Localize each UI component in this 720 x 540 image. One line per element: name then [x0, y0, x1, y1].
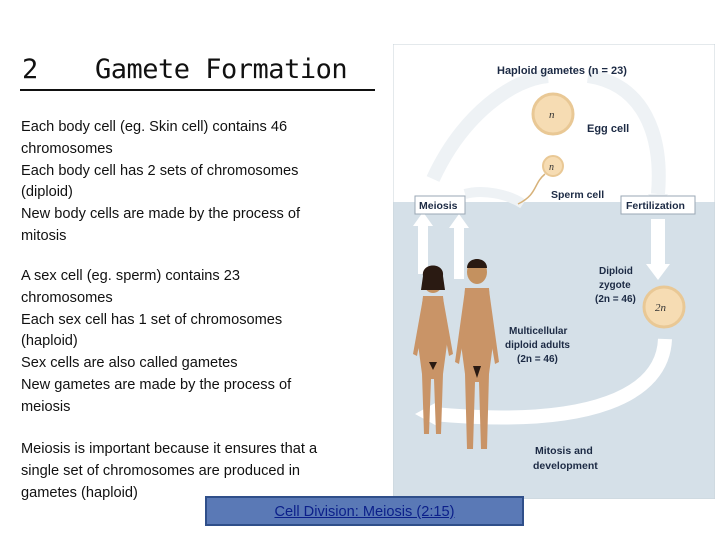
zygote-line-2: zygote: [599, 280, 631, 291]
text-line: Meiosis is important because it ensures that a: [21, 441, 318, 457]
mitosis-line-2: development: [533, 460, 598, 472]
text-line: Each sex cell has 1 set of chromosomes: [21, 311, 283, 328]
sperm-cell-label: Sperm cell: [551, 189, 605, 201]
slide-title-text: Gamete Formation: [95, 54, 348, 85]
text-line: Sex cells are also called gametes: [21, 355, 238, 372]
title-underline: [20, 89, 375, 91]
text-line: New gametes are made by the process of: [21, 376, 292, 393]
paragraph-body-cells: [21, 117, 391, 248]
text-line: A sex cell (eg. sperm) contains 23: [21, 268, 241, 284]
meiosis-label: Meiosis: [419, 200, 458, 212]
text-line: New body cells are made by the process of: [21, 206, 301, 223]
zygote-symbol: 2n: [655, 302, 666, 314]
text-line: (diploid): [21, 184, 73, 201]
fertilization-label: Fertilization: [626, 200, 685, 212]
slide-title: [20, 54, 375, 94]
slide-number: 2: [22, 54, 39, 85]
text-line: mitosis: [21, 227, 67, 244]
egg-cell-label: Egg cell: [587, 123, 630, 135]
text-line: Each body cell (eg. Skin cell) contains 46: [21, 119, 288, 135]
paragraph-sex-cells: [21, 266, 391, 419]
text-line: (haploid): [21, 333, 78, 350]
adults-line-2: diploid adults: [505, 340, 570, 351]
sperm-cell-symbol: n: [549, 162, 554, 173]
video-link[interactable]: Cell Division: Meiosis (2:15): [274, 504, 455, 520]
life-cycle-diagram: [393, 44, 715, 499]
video-link-box[interactable]: [205, 496, 524, 526]
zygote-line-3: (2n = 46): [595, 294, 636, 305]
text-line: gametes (haploid): [21, 484, 138, 501]
text-line: chromosomes: [21, 289, 113, 306]
paragraph-meiosis: [21, 439, 391, 504]
egg-cell-symbol: n: [549, 109, 555, 121]
adults-line-1: Multicellular: [509, 326, 568, 337]
mitosis-line-1: Mitosis and: [535, 445, 593, 457]
text-line: single set of chromosomes are produced in: [21, 462, 301, 479]
text-line: meiosis: [21, 398, 71, 415]
haploid-title: Haploid gametes (n = 23): [497, 65, 627, 77]
text-line: Each body cell has 2 sets of chromosomes: [21, 162, 299, 179]
text-line: chromosomes: [21, 140, 113, 157]
zygote-line-1: Diploid: [599, 266, 633, 277]
adults-line-3: (2n = 46): [517, 354, 558, 365]
